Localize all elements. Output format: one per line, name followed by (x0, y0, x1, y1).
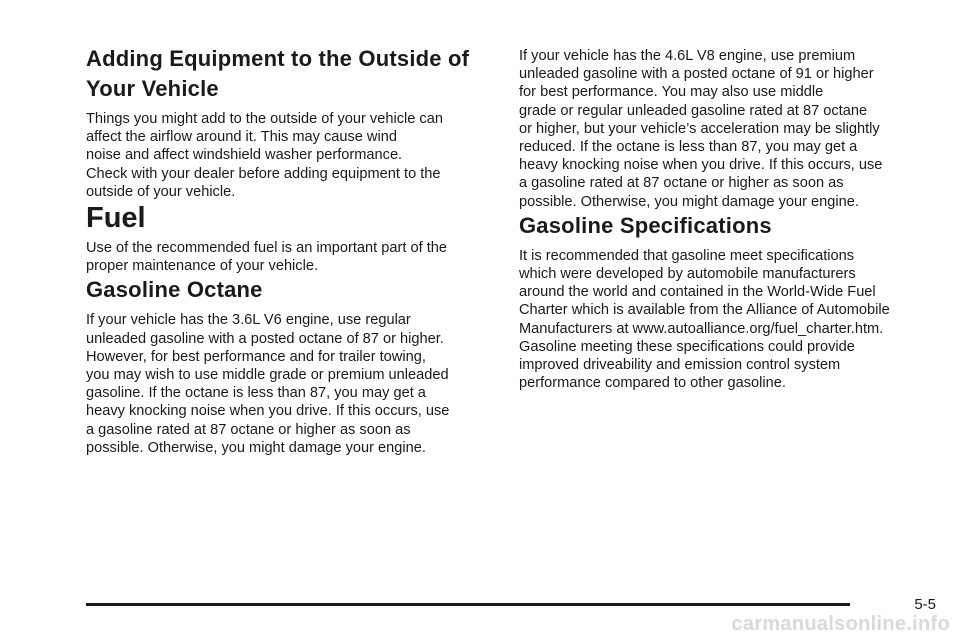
heading-gasoline-octane: Gasoline Octane (86, 277, 263, 303)
paragraph-adding-equipment: Things you might add to the outside of your vehicle can affect the airflow around it. This may cause wind noise and affect windshield washer performance. Check with your dealer before adding equipment to the outside of your vehicle. (86, 111, 443, 200)
watermark-text: carmanualsonline.info (731, 613, 950, 635)
paragraph-v8-engine: If your vehicle has the 4.6L V8 engine, use premium unleaded gasoline with a posted octane of 91 or higher for best performance. You may also use middle grade or regular unleaded gasoline rated at 87 octane or higher, but your vehicle’s acceleration may be slightly reduced. If the octane is less than 87, you may get a heavy knocking noise when you drive. If this occurs, use a gasoline rated at 87 octane or higher as soon as possible. Otherwise, you might damage your engine. (519, 48, 883, 210)
paragraph-gasoline-octane: If your vehicle has the 3.6L V6 engine, use regular unleaded gasoline with a posted octane of 87 or higher. However, for best performance and for trailer towing, you may wish to use middle grade or premium unleaded gasoline. If the octane is less than 87, you may get a heavy knocking noise when you drive. If this occurs, use a gasoline rated at 87 octane or higher as soon as possible. Otherwise, you might damage your engine. (86, 312, 450, 456)
heading-gasoline-specifications: Gasoline Specifications (519, 212, 772, 238)
footer-rule (86, 603, 850, 606)
heading-fuel: Fuel (86, 202, 146, 235)
right-column (519, 47, 934, 392)
page-number: 5-5 (914, 596, 936, 613)
paragraph-fuel: Use of the recommended fuel is an important part of the proper maintenance of your vehicle. (86, 240, 447, 275)
left-column (86, 44, 496, 457)
heading-adding-equipment: Adding Equipment to the Outside of Your Vehicle (86, 46, 470, 101)
paragraph-gasoline-specifications: It is recommended that gasoline meet specifications which were developed by automobile manufacturers around the world and contained in the World-Wide Fuel Charter which is available from the Alliance of Automobile Manufacturers at www.autoalliance.org/fuel_charter.htm. Gasoline meeting these specifications could provide improved driveability and emission control system performance compared to other gasoline. (519, 247, 890, 392)
